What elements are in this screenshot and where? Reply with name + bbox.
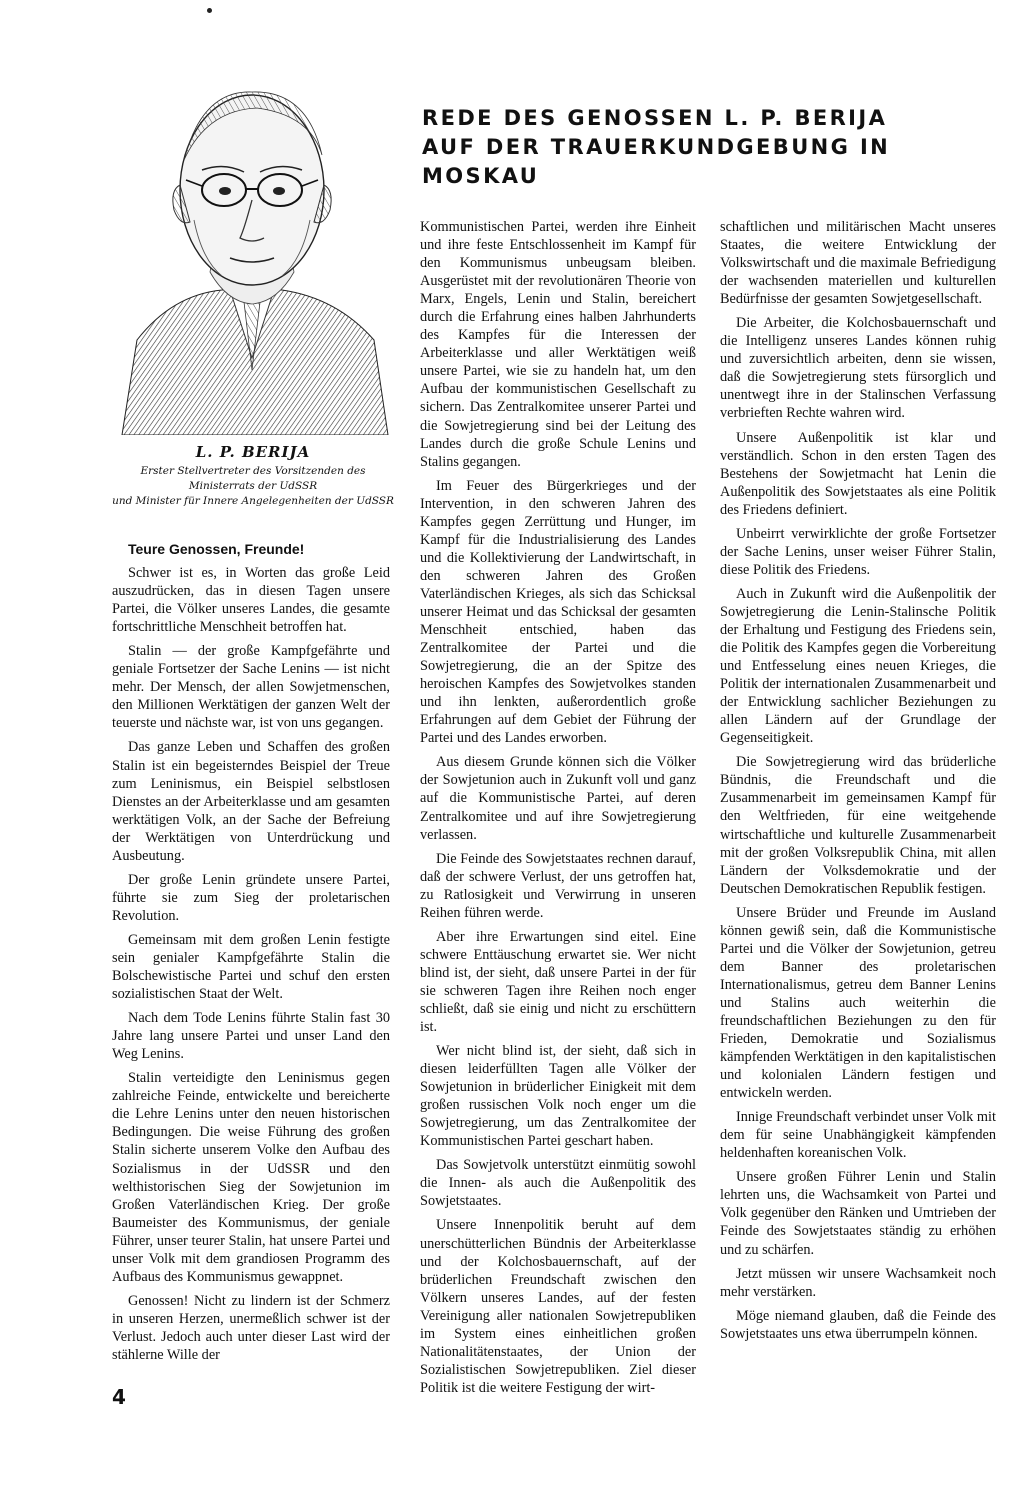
- print-dot: [207, 8, 212, 13]
- paragraph: Unsere Innenpolitik beruht auf dem unerschütterlichen Bündnis der Arbeiterklasse und der Kolchosbauernschaft, auf der brüderlichen Freundschaft zwischen den Völkern unseres Landes, auf der festen Vereinigung aller nationalen Sowjetrepubliken im System eines einheitlichen großen Nationalitätenstaates, der Union der Sozialistischen Sowjetrepubliken. Ziel dieser Politik ist die weitere Festigung der wirt-: [420, 1217, 696, 1396]
- headline-line2: AUF DER TRAUERKUNDGEBUNG IN MOSKAU: [422, 135, 891, 188]
- portrait-caption: [108, 445, 398, 509]
- paragraph: Unsere großen Führer Lenin und Stalin lehrten uns, die Wachsamkeit von Partei und Volk gegenüber den Ränken und Umtrieben der Feinde des Sowjetstaates ständig zu erhöhen und zu schärfen.: [720, 1169, 996, 1258]
- caption-title-line2: und Minister für Innere Angelegenheiten der UdSSR: [112, 495, 394, 507]
- paragraph: Aber ihre Erwartungen sind eitel. Eine schwere Enttäuschung erwartet sie. Wer nicht blind ist, der sieht, daß unsere Partei in der für sie schweren Tagen ihre Reihen noch enger schließt, daß sie einig und nicht zu erschüttern ist.: [420, 928, 696, 1036]
- paragraph: Stalin — der große Kampfgefährte und geniale Fortsetzer der Sache Lenins — ist nicht mehr. Der Mensch, der allen Sowjetmenschen, den Millionen Werktätigen der ganzen Welt der teuerste und nächste war, ist von uns gegangen.: [112, 643, 390, 732]
- paragraph: Nach dem Tode Lenins führte Stalin fast 30 Jahre lang unsere Partei und unser Land den Weg Lenins.: [112, 1010, 390, 1063]
- paragraph: Möge niemand glauben, daß die Feinde des Sowjetstaates uns etwa überrumpeln können.: [720, 1307, 996, 1342]
- paragraph: Jetzt müssen wir unsere Wachsamkeit noch mehr verstärken.: [720, 1265, 996, 1300]
- salutation: Teure Genossen, Freunde!: [128, 541, 305, 557]
- paragraph: Schwer ist es, in Worten das große Leid auszudrücken, das in diesen Tagen unsere Partei, die Völker unseres Landes, die gesamte fortschrittliche Menschheit betroffen hat.: [112, 565, 390, 636]
- paragraph: Das Sowjetvolk unterstützt einmütig sowohl die Innen- als auch die Außenpolitik des Sowjetstaates.: [420, 1157, 696, 1210]
- paragraph: Unsere Außenpolitik ist klar und verständlich. Schon in den ersten Tagen des Bestehens der Sowjetmacht hat Lenin die Außenpolitik des Sowjetstaates als eine Politik des Friedens definiert.: [720, 429, 996, 518]
- article-headline: [422, 104, 1012, 191]
- paragraph: Unsere Brüder und Freunde im Ausland können gewiß sein, daß die Kommunistische Partei und die Völker der Sowjetunion, getreu dem Banner des proletarischen Internationalismus, getreu dem Banner Lenins und Stalins auch weiterhin die freundschaftlichen Beziehungen zu den für Frieden, Demokratie und Sozialismus kämpfenden Werktätigen in den kapitalistischen und kolonialen Ländern festigen und entwickeln werden.: [720, 904, 996, 1102]
- paragraph: Stalin verteidigte den Leninismus gegen zahlreiche Feinde, entwickelte und bereicherte die Lehre Lenins unter den neuen historischen Bedingungen. Die weise Führung des großen Stalin sicherte unserem Volke den Aufbau des Sozialismus in der UdSSR und den welthistorischen Sieg der Sowjetunion im Großen Vaterländischen Krieg. Der große Baumeister des Kommunismus, der geniale Führer, unser teurer Stalin, hat unsere Partei und unser Volk mit dem grandiosen Programm des Aufbaus des Kommunismus gewappnet.: [112, 1070, 390, 1285]
- paragraph: schaftlichen und militärischen Macht unseres Staates, die weitere Entwicklung der Volkswirtschaft und die maximale Befriedigung der wachsenden materiellen und kulturellen Bedürfnisse der gesamten Sowjetgesellschaft.: [720, 219, 996, 308]
- paragraph: Genossen! Nicht zu lindern ist der Schmerz in unseren Herzen, unermeßlich schwer ist der Verlust. Jedoch auch unter dieser Last wird der stählerne Wille der: [112, 1292, 390, 1363]
- paragraph: Der große Lenin gründete unsere Partei, führte sie zum Sieg der proletarischen Revolution.: [112, 871, 390, 924]
- paragraph: Wer nicht blind ist, der sieht, daß sich in diesen leiderfüllten Tagen alle Völker der Sowjetunion in brüderlicher Einigkeit mit dem großen russischen Volk noch enger um die Sowjetregierung, um das Zentralkomitee der Kommunistischen Partei geschart haben.: [420, 1043, 696, 1150]
- paragraph: Gemeinsam mit dem großen Lenin festigte sein genialer Kampfgefährte Stalin die Bolschewistische Partei und schuf den ersten sozialistischen Staat der Welt.: [112, 931, 390, 1003]
- caption-name: L. P. BERIJA: [195, 443, 311, 461]
- paragraph: Innige Freundschaft verbindet unser Volk mit dem für seine Unabhängigkeit kämpfenden heldenhaften koreanischen Volk.: [720, 1109, 996, 1162]
- text-column-3: [720, 218, 996, 1349]
- text-column-2: [420, 218, 696, 1403]
- headline-line1: REDE DES GENOSSEN L. P. BERIJA: [422, 106, 888, 130]
- paragraph: Kommunistischen Partei, werden ihre Einheit und ihre feste Entschlossenheit im Kampf für den Kommunismus unbeugsam bleiben. Ausgerüstet mit der revolutionären Theorie von Marx, Engels, Lenin und Stalin, bereichert durch die Erfahrung eines halben Jahrhunderts des Kampfes für die Interessen der Arbeiterklasse und aller Werktätigen weiß unsere Partei, wie sie zu handeln hat, um den Aufbau der kommunistischen Gesellschaft zu sichern. Das Zentralkomitee unserer Partei und die Sowjetregierung sind bei der Leitung des Landes durch die große Schule Lenins und Stalins gegangen.: [420, 219, 696, 470]
- paragraph: Die Feinde des Sowjetstaates rechnen darauf, daß der schwere Verlust, der uns getroffen hat, zu Ratlosigkeit und Verwirrung in unseren Reihen führen werde.: [420, 850, 696, 921]
- text-column-1: [112, 540, 390, 1370]
- paragraph: Auch in Zukunft wird die Außenpolitik der Sowjetregierung die Lenin-Stalinsche Politik der Erhaltung und Festigung des Friedens sein, die Politik des Kampfes gegen die Vorbereitung und Entfesselung eines neuen Krieges, die Politik der internationalen Zusammenarbeit und der Entwicklung sachlicher Beziehungen zu allen Ländern auf der Grundlage der Gegenseitigkeit.: [720, 585, 996, 747]
- paragraph: Aus diesem Grunde können sich die Völker der Sowjetunion auch in Zukunft voll und ganz auf die Kommunistische Partei, auf deren Zentralkomitee und auf ihre Sowjetregierung verlassen.: [420, 754, 696, 843]
- caption-title-line1: Erster Stellvertreter des Vorsitzenden des Ministerrats der UdSSR: [140, 465, 366, 492]
- page-number: 4: [112, 1385, 126, 1409]
- paragraph: Das ganze Leben und Schaffen des großen Stalin ist ein begeisterndes Beispiel der Treue zum Leninismus, ein Beispiel selbstlosen Dienstes an der Arbeiterklasse und am gesamten werktätigen Volk, an der Sache der Befreiung der Werktätigen von Unterdrückung und Ausbeutung.: [112, 739, 390, 864]
- paragraph: Im Feuer des Bürgerkrieges und der Intervention, in den schweren Jahren des Kampfes gegen Zerrüttung und Hunger, im Kampf für die Industrialisierung des Landes und die Kollektivierung der Landwirtschaft, in den schweren Jahren des Großen Vaterländischen Krieges, als sich das Schicksal unserer Heimat und das Schicksal der gesamten Menschheit entschied, haben das Zentralkomitee der Partei und die Sowjetregierung, die an der Spitze des heroischen Kampfes des Sowjetvolkes standen und ihn lenkten, außerordentlich große Erfahrungen auf dem Gebiet der Führung der Partei und des Landes erworben.: [420, 477, 696, 747]
- paragraph: Unbeirrt verwirklichte der große Fortsetzer der Sache Lenins, unser weiser Führer Stalin, diese Politik des Friedens.: [720, 525, 996, 578]
- paragraph: Die Sowjetregierung wird das brüderliche Bündnis, die Freundschaft und die Zusammenarbeit im gemeinsamen Kampf für den Weltfrieden, für eine weitgehende wirtschaftliche und kulturelle Zusammenarbeit mit der großen Volksrepublik China, mit allen Ländern der Volksdemokratie und der Deutschen Demokratischen Republik festigen.: [720, 754, 996, 897]
- portrait-drawing: [112, 40, 392, 435]
- paragraph: Die Arbeiter, die Kolchosbauernschaft und die Intelligenz unseres Landes können ruhig und zuversichtlich arbeiten, denn sie wissen, daß die Sowjetregierung stets fürsorglich und unentwegt ihre in der Stalinschen Verfassung verbrieften Rechte wahren wird.: [720, 315, 996, 422]
